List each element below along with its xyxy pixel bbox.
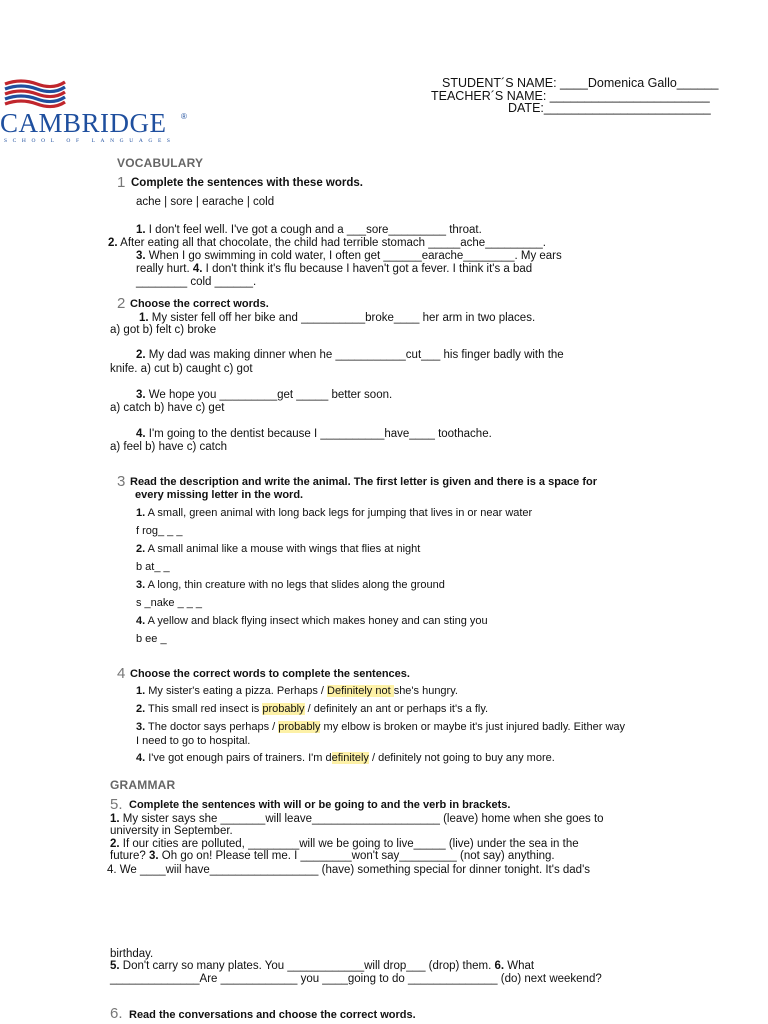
sentence-line: future? 3. Oh go on! Please tell me. I ________won't say_________ (not say) anything. <box>110 850 555 862</box>
sentence-line: 5. Don't carry so many plates. You ____________will drop___ (drop) them. 6. What <box>110 960 535 972</box>
exercise-instruction: Read the conversations and choose the correct words. <box>129 1009 416 1021</box>
exercise-number: 1 <box>117 174 126 191</box>
sentence-line: 2. This small red insect is probably / definitely an ant or perhaps it's a fly. <box>136 703 489 715</box>
sentence-line: 1. My sister's eating a pizza. Perhaps / Definitely not she's hungry. <box>136 685 458 697</box>
sentence-line: 3. The doctor says perhaps / probably my elbow is broken or maybe it's just injured badly. Either way <box>136 721 626 733</box>
question-line: 4. I'm going to the dentist because I __________have____ toothache. <box>136 428 492 440</box>
exercise-number: 6. <box>110 1005 123 1022</box>
highlighted-answer: probably <box>278 721 321 733</box>
sentence-line: 2. After eating all that chocolate, the child had terrible stomach _____ache_________. <box>108 237 546 249</box>
exercise-instruction: Complete the sentences with will or be going to and the verb in brackets. <box>129 799 511 811</box>
sentence-line: 4. I've got enough pairs of trainers. I'm definitely / definitely not going to buy any more. <box>136 752 555 764</box>
sentence-line: really hurt. 4. I don't think it's flu because I haven't got a fever. I think it's a bad <box>136 263 533 275</box>
flag-icon <box>3 78 67 112</box>
sentence-line: ________ cold ______. <box>136 276 257 288</box>
grammar-heading: GRAMMAR <box>110 778 176 792</box>
options-line: a) feel b) have c) catch <box>110 441 227 453</box>
description-line: 3. A long, thin creature with no legs that slides along the ground <box>136 579 445 591</box>
description-line: 1. A small, green animal with long back legs for jumping that lives in or near water <box>136 507 533 519</box>
exercise-number: 2 <box>117 295 126 312</box>
question-line: 1. My sister fell off her bike and __________broke____ her arm in two places. <box>139 312 536 324</box>
sentence-line: 2. If our cities are polluted, ________will we be going to live_____ (live) under the sea in the <box>110 838 579 850</box>
sentence-line: university in September. <box>110 825 233 837</box>
answer-line: b at_ _ <box>136 561 170 573</box>
sentence-line: 4. We ____wiil have_________________ (have) something special for dinner tonight. It's dad's <box>107 864 591 876</box>
exercise-instruction: Choose the correct words to complete the sentences. <box>130 668 410 680</box>
sentence-line: 3. When I go swimming in cold water, I often get ______earache________. My ears <box>136 250 562 262</box>
description-line: 4. A yellow and black flying insect which makes honey and can sting you <box>136 615 488 627</box>
options-line: a) got b) felt c) broke <box>110 324 217 336</box>
sentence-line: 1. I don't feel well. I've got a cough and a ___sore_________ throat. <box>136 224 482 236</box>
logo-name: CAMBRIDGE <box>0 108 167 138</box>
exercise-number: 5. <box>110 796 123 813</box>
student-name-field: STUDENT´S NAME: ____Domenica Gallo______ <box>442 76 719 90</box>
sentence-line: I need to go to hospital. <box>136 735 251 747</box>
exercise-instruction: every missing letter in the word. <box>135 489 304 501</box>
answer-line: f rog_ _ _ <box>136 525 183 537</box>
description-line: 2. A small animal like a mouse with wings that flies at night <box>136 543 421 555</box>
exercise-instruction: Choose the correct words. <box>130 298 269 310</box>
logo-subtitle: SCHOOL OF LANGUAGES <box>4 138 176 144</box>
word-bank: ache | sore | earache | cold <box>136 196 275 208</box>
sentence-line: birthday. <box>110 948 154 960</box>
teacher-name-field: TEACHER´S NAME: _______________________ <box>431 89 710 103</box>
vocabulary-heading: VOCABULARY <box>117 156 204 170</box>
highlighted-answer: efinitely <box>331 752 369 764</box>
options-line: knife. a) cut b) caught c) got <box>110 363 253 375</box>
exercise-instruction: Read the description and write the animal. The first letter is given and there is a space for <box>130 476 598 488</box>
answer-line: s _nake _ _ _ <box>136 597 203 609</box>
highlighted-answer: probably <box>262 703 305 715</box>
options-line: a) catch b) have c) get <box>110 402 225 414</box>
logo-registered: ® <box>181 112 187 121</box>
exercise-number: 3 <box>117 473 126 490</box>
school-logo <box>0 78 192 148</box>
exercise-instruction: Complete the sentences with these words. <box>131 177 363 189</box>
question-line: 2. My dad was making dinner when he ___________cut___ his finger badly with the <box>136 349 564 361</box>
answer-line: b ee _ <box>136 633 167 645</box>
sentence-line: ______________Are ____________ you ____going to do ______________ (do) next weekend? <box>110 973 602 985</box>
exercise-number: 4 <box>117 665 126 682</box>
date-field: DATE:________________________ <box>508 101 711 115</box>
highlighted-answer: Definitely not <box>327 685 394 697</box>
sentence-line: 1. My sister says she _______will leave____________________ (leave) home when she goes to <box>110 813 604 825</box>
question-line: 3. We hope you _________get _____ better soon. <box>136 389 393 401</box>
